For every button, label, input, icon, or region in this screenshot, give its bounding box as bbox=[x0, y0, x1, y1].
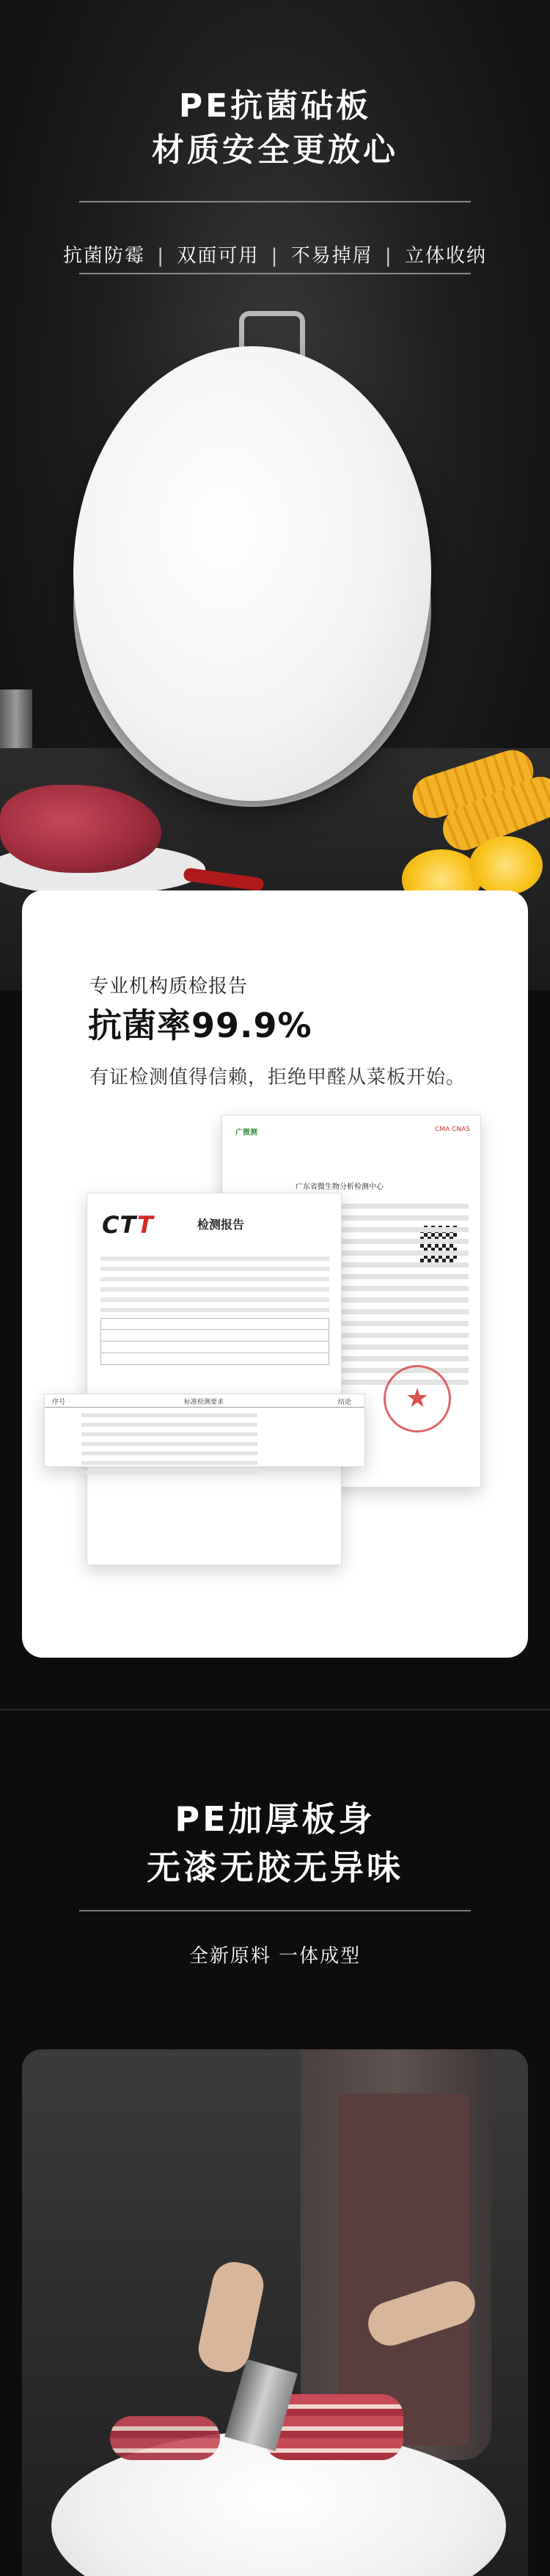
feature-antibacterial: 抗菌防霉 bbox=[63, 245, 146, 267]
section3-title-line2: 无漆无胶无异味 bbox=[147, 1848, 403, 1887]
certificate-org-name: 广东省微生物分析检测中心 bbox=[296, 1183, 384, 1191]
cutting-board-image bbox=[73, 346, 431, 801]
hero-divider-top bbox=[79, 201, 471, 202]
test-report-title: 检测报告 bbox=[197, 1218, 245, 1232]
certificate-org-logo: 广微测 bbox=[235, 1129, 257, 1137]
strip-header bbox=[45, 1394, 364, 1408]
feature-separator: | bbox=[157, 245, 166, 267]
lemon-image bbox=[469, 836, 543, 895]
feature-separator: | bbox=[271, 245, 279, 267]
hero-title-line2: 材质安全更放心 bbox=[152, 131, 398, 169]
section3-divider bbox=[79, 1910, 471, 1911]
certificate-badges: CMA CNAS bbox=[435, 1126, 470, 1133]
ctt-logo: CTT bbox=[102, 1211, 154, 1239]
strip-col-requirement: 标准检测要求 bbox=[184, 1399, 224, 1406]
section3-subtitle: 全新原料 一体成型 bbox=[188, 1945, 362, 1967]
apron-image bbox=[337, 2093, 469, 2445]
feature-list bbox=[0, 241, 550, 268]
report-description: 有证检测值得信赖，拒绝甲醛从菜板开始。 bbox=[89, 1066, 466, 1088]
hero-divider-bottom bbox=[79, 273, 471, 274]
strip-col-result: 结论 bbox=[337, 1399, 351, 1406]
feature-double-sided: 双面可用 bbox=[177, 245, 260, 267]
hero-section bbox=[0, 0, 550, 990]
standard-requirements-strip bbox=[44, 1394, 365, 1467]
arm-image bbox=[194, 2258, 268, 2376]
pork-image bbox=[110, 2416, 220, 2460]
report-highlight: 抗菌率99.9% bbox=[88, 1006, 312, 1045]
strip-col-no: 序号 bbox=[52, 1399, 66, 1406]
certificate-front-document bbox=[87, 1193, 342, 1565]
section-divider bbox=[0, 1709, 550, 1710]
strip-lines bbox=[81, 1413, 257, 1480]
feature-storage: 立体收纳 bbox=[404, 245, 487, 267]
hero-title-line1: PE抗菌砧板 bbox=[178, 87, 372, 125]
chef-cutting-photo bbox=[22, 2049, 528, 2576]
feature-no-shedding: 不易掉屑 bbox=[290, 245, 373, 267]
official-seal-icon: ★ bbox=[384, 1365, 451, 1432]
test-report-table bbox=[100, 1318, 329, 1365]
report-heading: 专业机构质检报告 bbox=[89, 976, 249, 998]
feature-separator: | bbox=[384, 245, 393, 267]
section3-title-line1: PE加厚板身 bbox=[175, 1799, 375, 1839]
